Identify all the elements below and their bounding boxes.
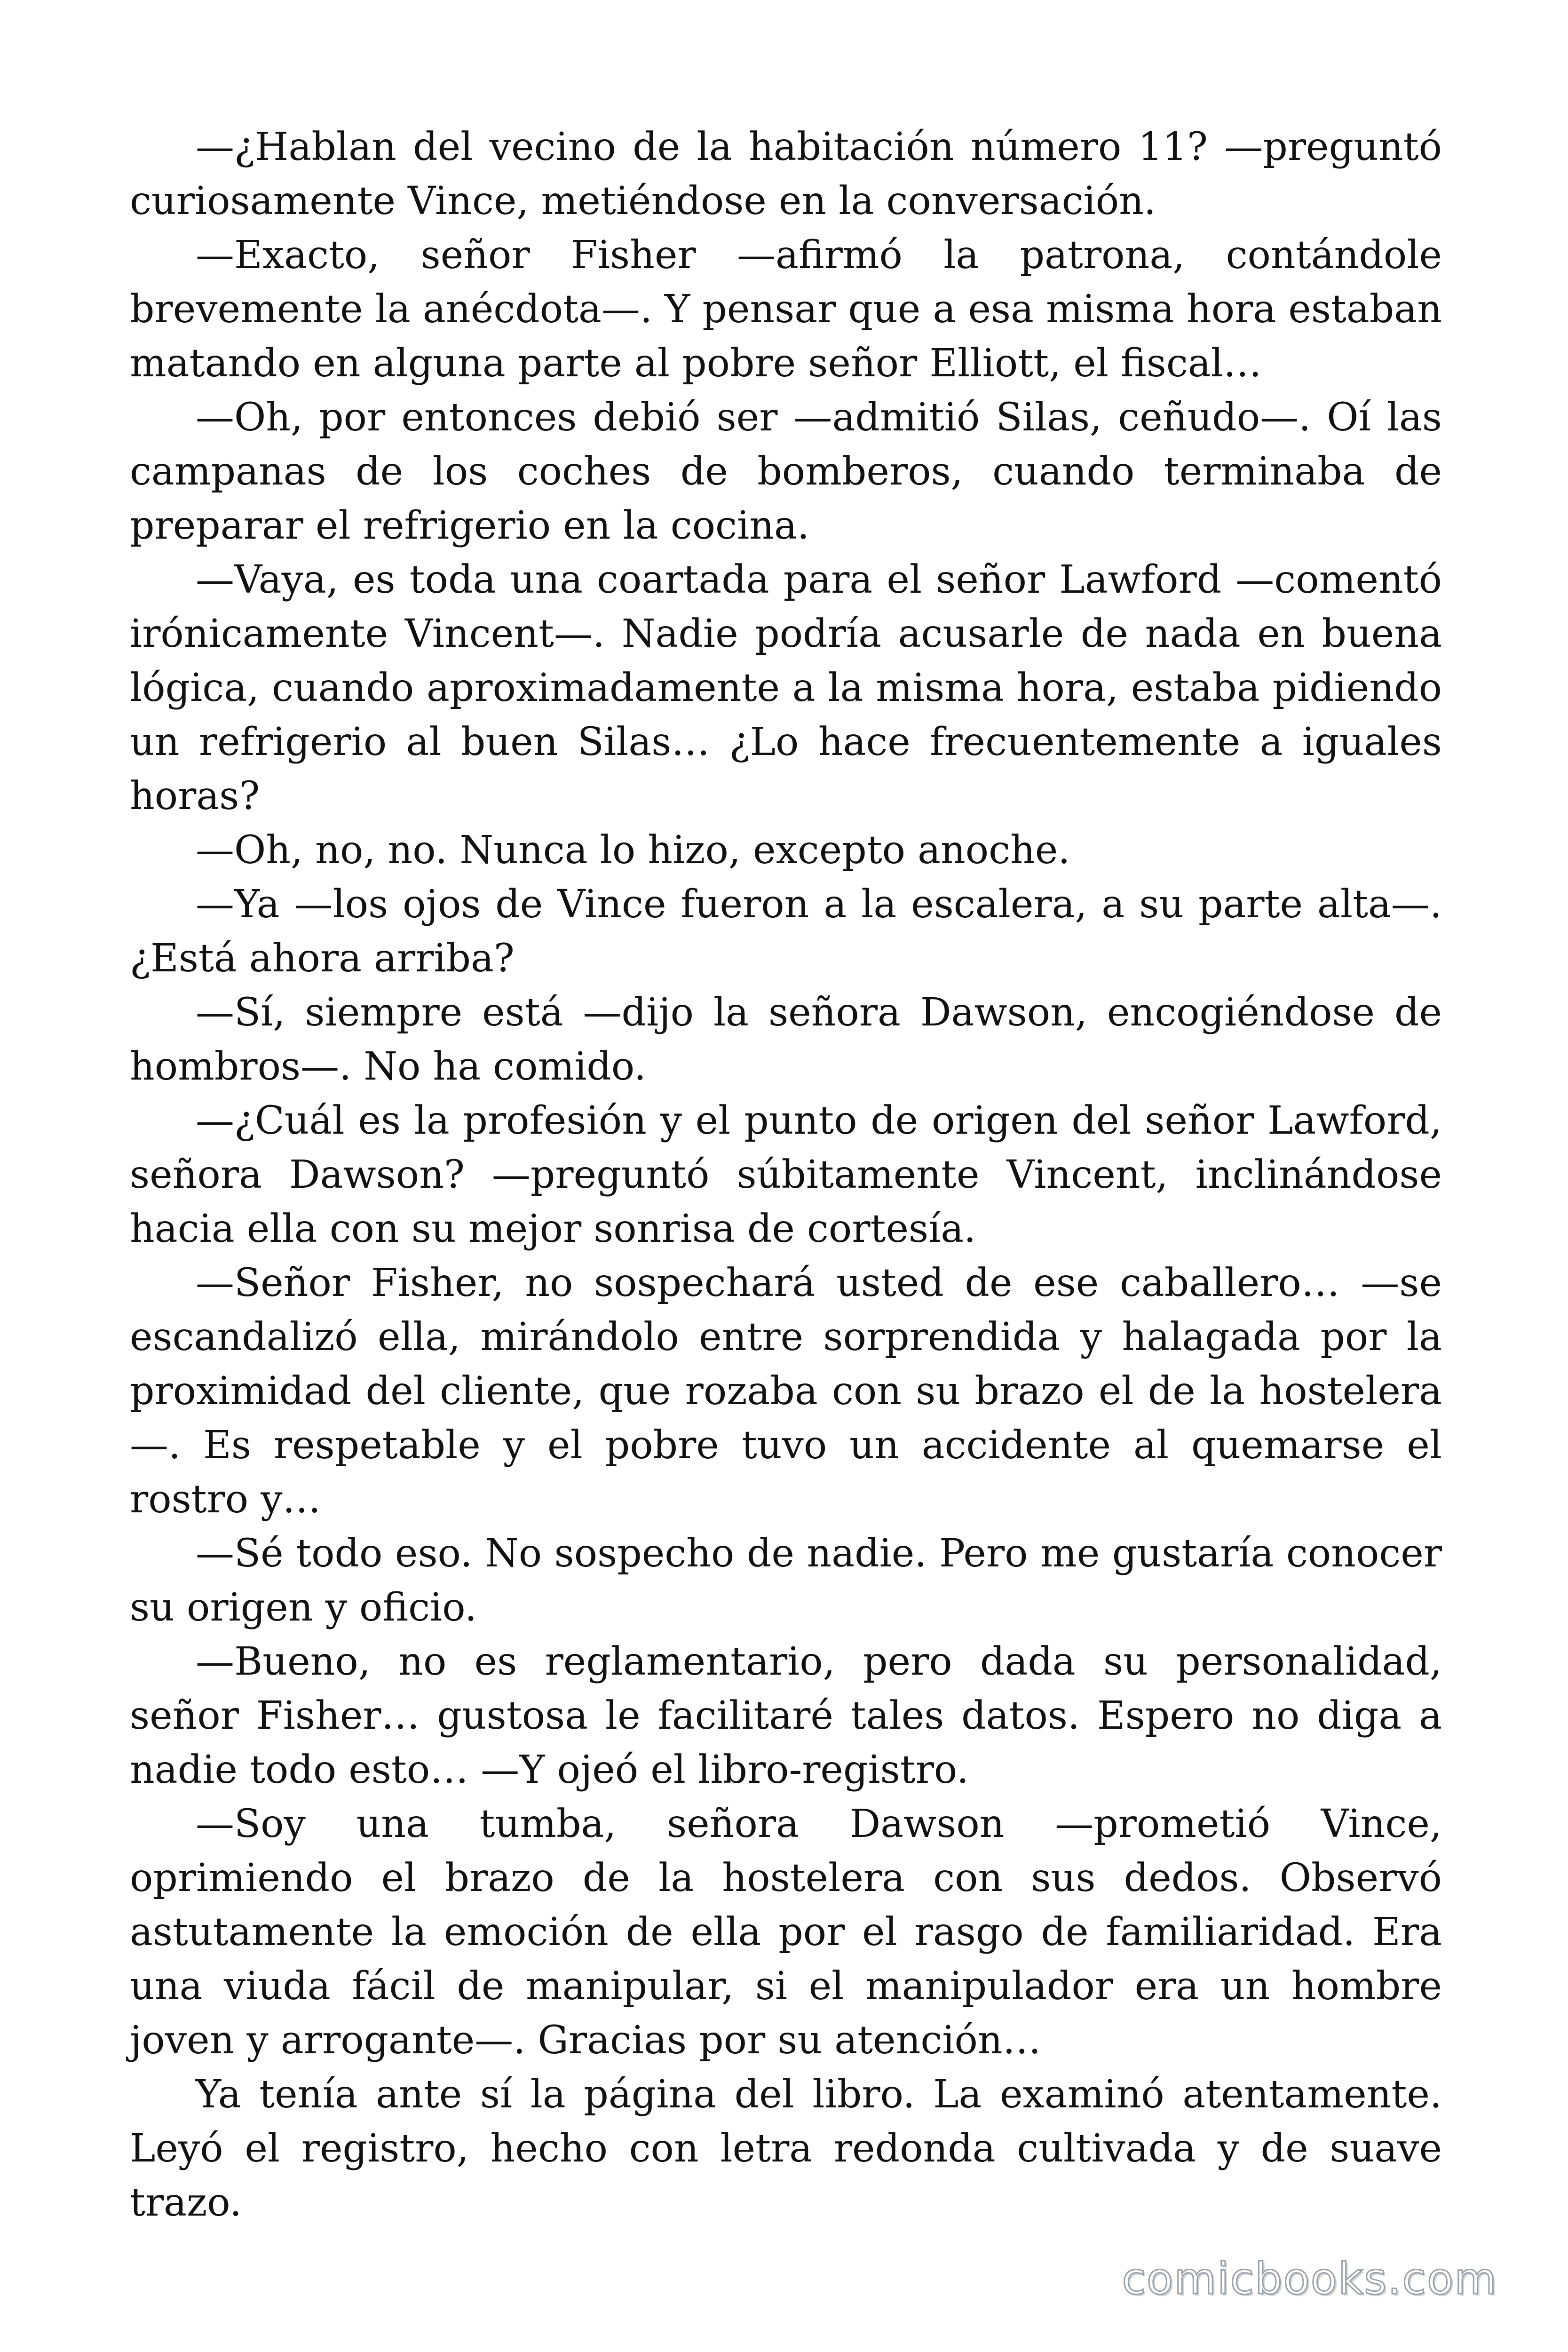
- paragraph: —Bueno, no es reglamentario, pero dada su personalidad, señor Fisher… gustosa le facilitaré tales datos. Espero no diga a nadie todo esto… —Y ojeó el libro-registro.: [130, 1639, 1442, 1792]
- paragraph: —Oh, no, no. Nunca lo hizo, excepto anoche.: [196, 828, 1070, 873]
- watermark: comicbooks.com: [1122, 2254, 1497, 2304]
- paragraph: —¿Cuál es la profesión y el punto de origen del señor Lawford, señora Dawson? —preguntó súbitamente Vincent, inclinándose hacia ella con su mejor sonrisa de cortesía.: [130, 1098, 1442, 1251]
- paragraph: —Oh, por entonces debió ser —admitió Silas, ceñudo—. Oí las campanas de los coches de bomberos, cuando terminaba de preparar el refrigerio en la cocina.: [130, 395, 1442, 548]
- paragraph: —Ya —los ojos de Vince fueron a la escalera, a su parte alta—. ¿Está ahora arriba?: [130, 882, 1442, 981]
- paragraph: —Sé todo eso. No sospecho de nadie. Pero me gustaría conocer su origen y oficio.: [130, 1531, 1442, 1630]
- paragraph: —Vaya, es toda una coartada para el señor Lawford —comentó irónicamente Vincent—. Nadie podría acusarle de nada en buena lógica, cuando aproximadamente a la misma hora, estaba pidiendo un refrigerio al buen Silas… ¿Lo hace frecuentemente a iguales horas?: [130, 557, 1442, 818]
- paragraph: —Sí, siempre está —dijo la señora Dawson, encogiéndose de hombros—. No ha comido.: [130, 990, 1442, 1089]
- paragraph: —Soy una tumba, señora Dawson —prometió Vince, oprimiendo el brazo de la hostelera con sus dedos. Observó astutamente la emoción de ella por el rasgo de familiaridad. Era una viuda fácil de manipular, si el manipulador era un hombre joven y arrogante—. Gracias por su atención…: [130, 1802, 1442, 2063]
- paragraph: —Señor Fisher, no sospechará usted de ese caballero… —se escandalizó ella, mirándolo entre sorprendida y halagada por la proximidad del cliente, que rozaba con su brazo el de la hostelera —. Es respetable y el pobre tuvo un accidente al quemarse el rostro y…: [130, 1261, 1442, 1522]
- book-page-text: [130, 120, 1442, 2230]
- paragraph: Ya tenía ante sí la página del libro. La examinó atentamente. Leyó el registro, hecho con letra redonda cultivada y de suave trazo.: [130, 2072, 1442, 2225]
- paragraph: —¿Hablan del vecino de la habitación número 11? —preguntó curiosamente Vince, metiéndose en la conversación.: [130, 125, 1442, 223]
- paragraph: —Exacto, señor Fisher —afirmó la patrona, contándole brevemente la anécdota—. Y pensar que a esa misma hora estaban matando en alguna parte al pobre señor Elliott, el fiscal…: [130, 233, 1442, 386]
